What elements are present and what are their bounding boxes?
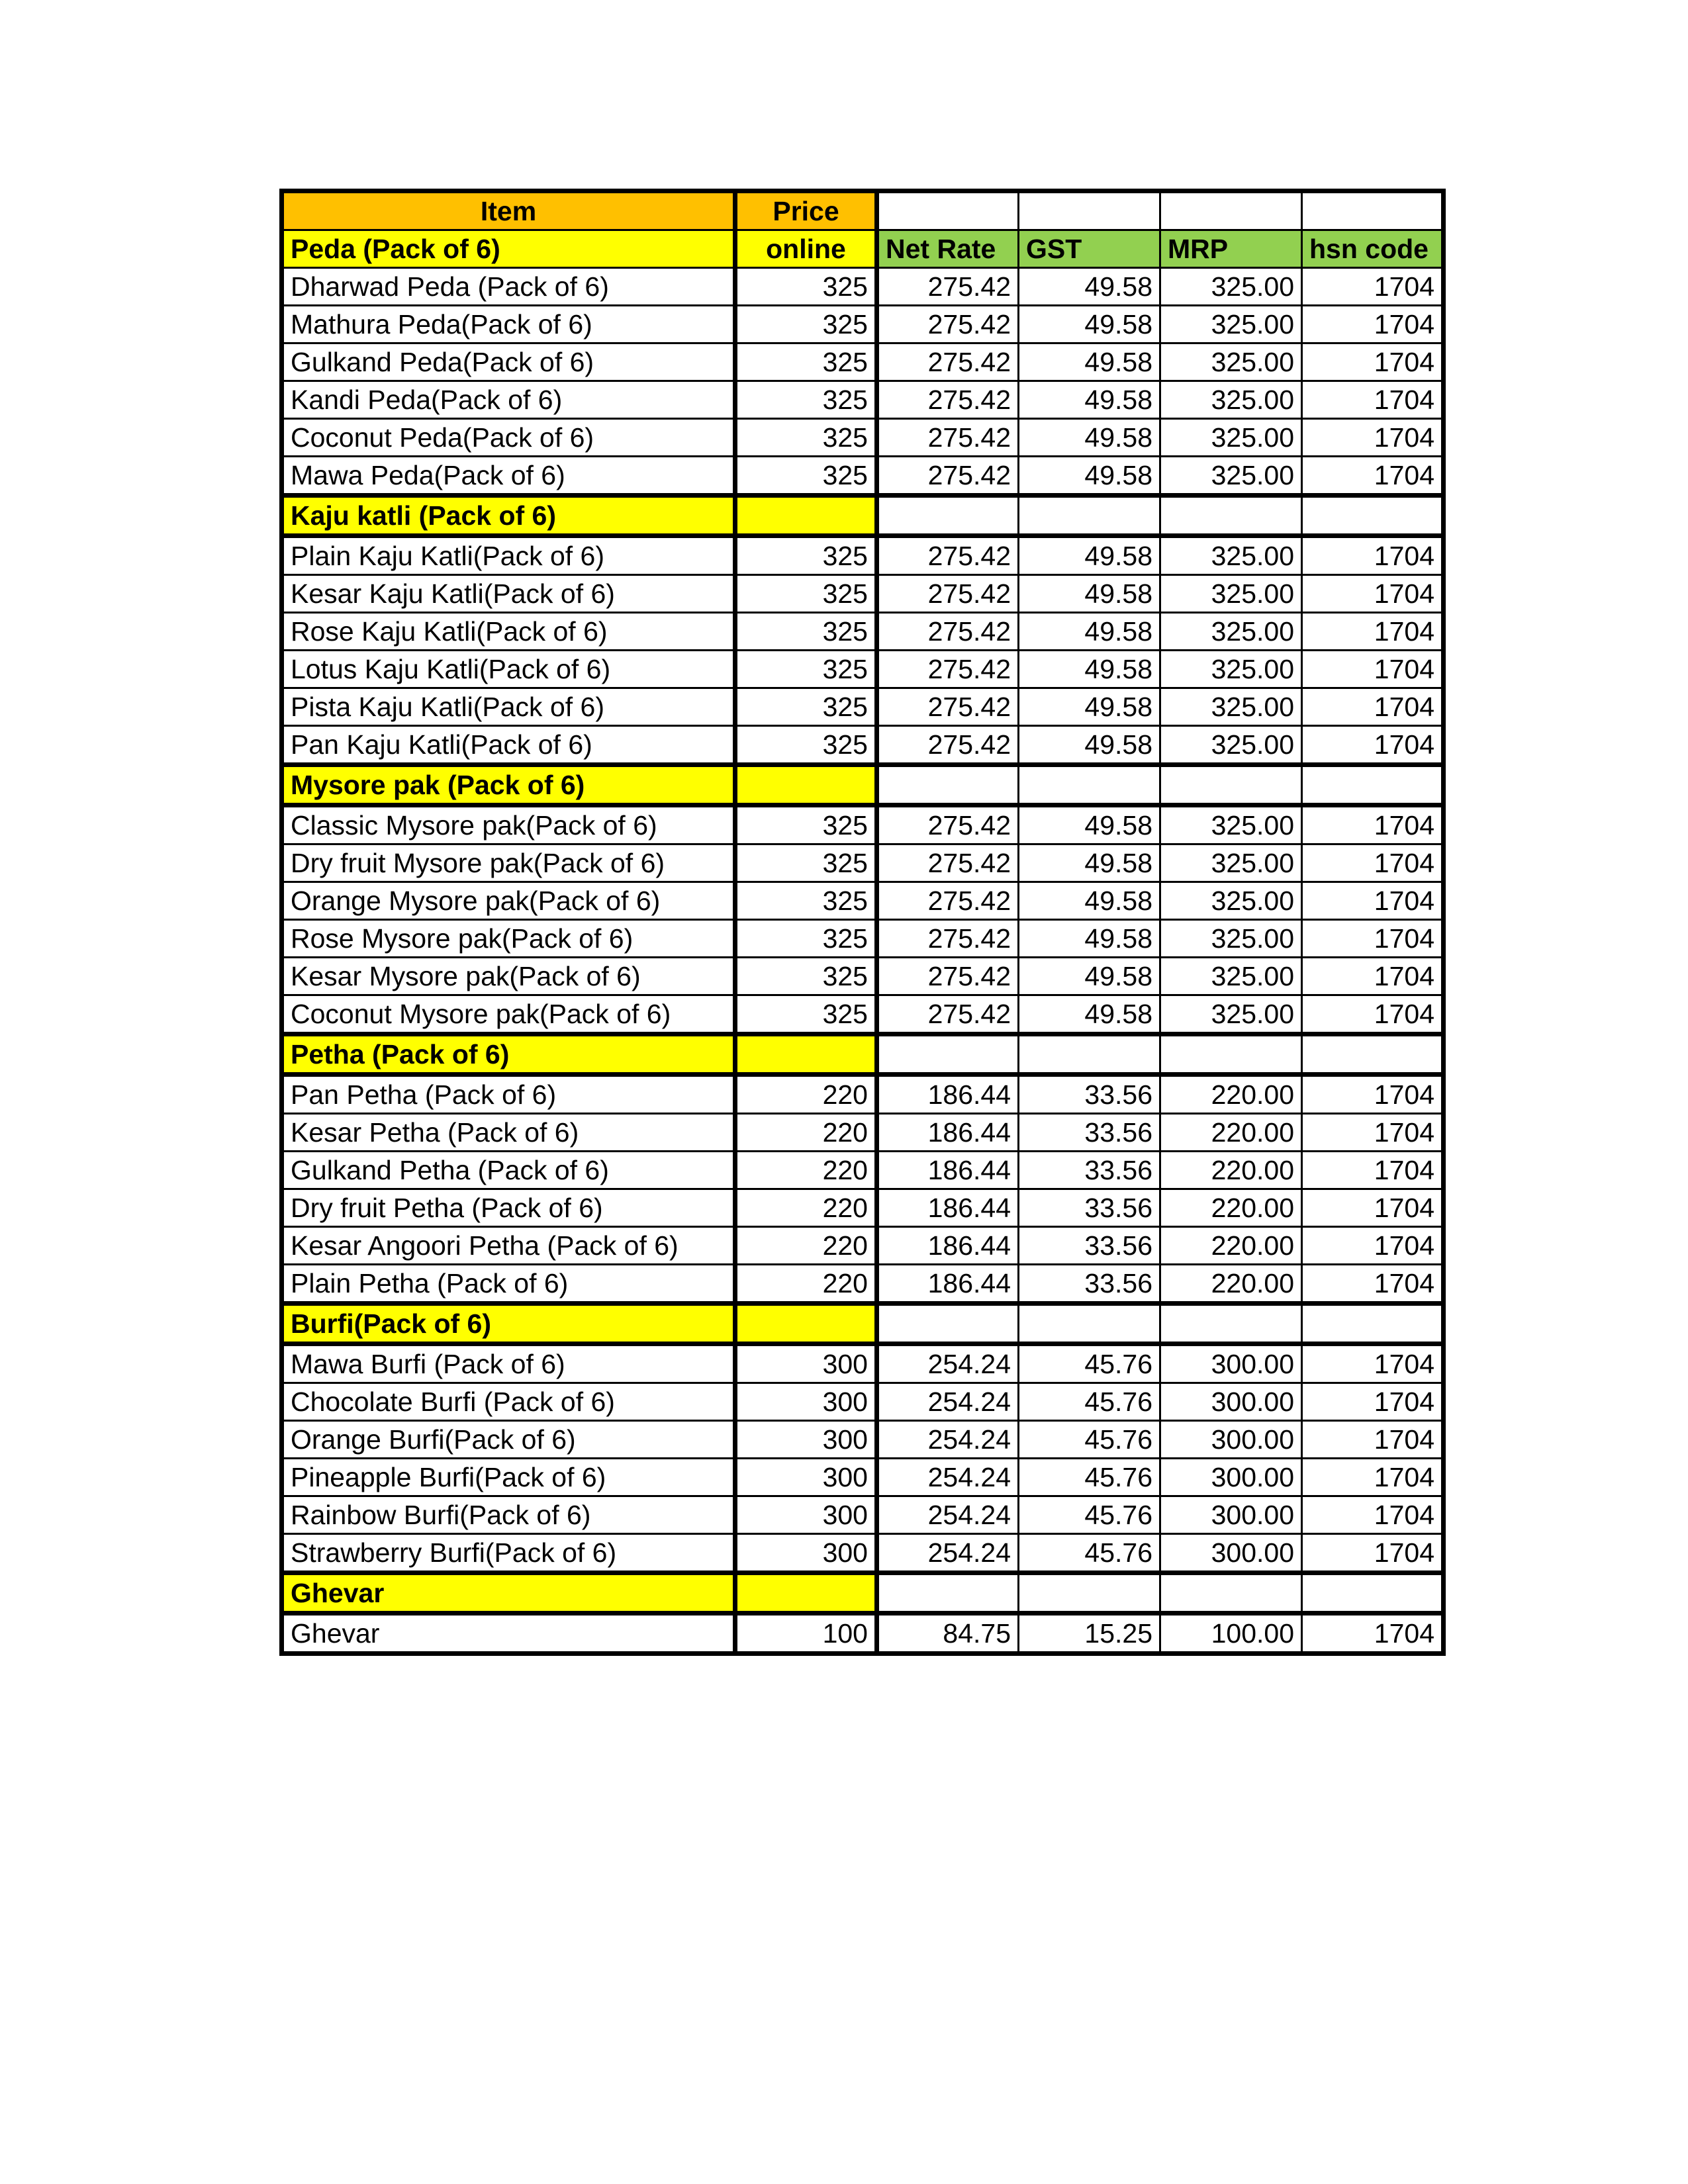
gst: 33.56 bbox=[1019, 1265, 1160, 1304]
gst: 49.58 bbox=[1019, 381, 1160, 419]
table-row bbox=[282, 306, 1444, 343]
category-row bbox=[282, 1573, 1444, 1614]
empty-cell bbox=[1302, 496, 1444, 536]
table-row bbox=[282, 1152, 1444, 1189]
mrp: 325.00 bbox=[1160, 805, 1302, 844]
table-row bbox=[282, 688, 1444, 726]
hsn-code: 1704 bbox=[1302, 1534, 1444, 1573]
mrp: 325.00 bbox=[1160, 844, 1302, 882]
gst: 49.58 bbox=[1019, 844, 1160, 882]
item-name: Plain Petha (Pack of 6) bbox=[282, 1265, 735, 1304]
gst: 49.58 bbox=[1019, 726, 1160, 765]
table-row bbox=[282, 1114, 1444, 1152]
hsn-code: 1704 bbox=[1302, 457, 1444, 496]
gst: 49.58 bbox=[1019, 457, 1160, 496]
gst: 33.56 bbox=[1019, 1227, 1160, 1265]
empty-cell bbox=[1302, 1573, 1444, 1614]
item-name: Coconut Mysore pak(Pack of 6) bbox=[282, 995, 735, 1034]
table-row bbox=[282, 726, 1444, 765]
table-row bbox=[282, 1344, 1444, 1383]
category-row bbox=[282, 1034, 1444, 1075]
price-online: 300 bbox=[735, 1534, 877, 1573]
gst: 49.58 bbox=[1019, 306, 1160, 343]
item-name: Dharwad Peda (Pack of 6) bbox=[282, 268, 735, 306]
net-rate: 186.44 bbox=[877, 1114, 1019, 1152]
table-row bbox=[282, 1614, 1444, 1654]
net-rate: 254.24 bbox=[877, 1534, 1019, 1573]
table-row bbox=[282, 1496, 1444, 1534]
table-row bbox=[282, 1534, 1444, 1573]
header-row-1 bbox=[282, 191, 1444, 230]
price-online: 325 bbox=[735, 958, 877, 995]
gst: 33.56 bbox=[1019, 1152, 1160, 1189]
category-price-cell bbox=[735, 1573, 877, 1614]
item-name: Lotus Kaju Katli(Pack of 6) bbox=[282, 651, 735, 688]
price-header: Price bbox=[735, 191, 877, 230]
mrp: 325.00 bbox=[1160, 306, 1302, 343]
table-row bbox=[282, 381, 1444, 419]
gst: 49.58 bbox=[1019, 651, 1160, 688]
price-online: 325 bbox=[735, 726, 877, 765]
item-name: Kesar Angoori Petha (Pack of 6) bbox=[282, 1227, 735, 1265]
price-online: 220 bbox=[735, 1189, 877, 1227]
price-online: 220 bbox=[735, 1152, 877, 1189]
hsn-code: 1704 bbox=[1302, 1421, 1444, 1459]
price-online: 100 bbox=[735, 1614, 877, 1654]
table-row bbox=[282, 343, 1444, 381]
table-row bbox=[282, 1227, 1444, 1265]
empty-header-cell bbox=[1019, 191, 1160, 230]
hsn-code: 1704 bbox=[1302, 920, 1444, 958]
hsn-code: 1704 bbox=[1302, 1227, 1444, 1265]
mrp: 325.00 bbox=[1160, 920, 1302, 958]
item-name: Kesar Petha (Pack of 6) bbox=[282, 1114, 735, 1152]
empty-cell bbox=[877, 1034, 1019, 1075]
mrp: 300.00 bbox=[1160, 1459, 1302, 1496]
net-rate: 186.44 bbox=[877, 1265, 1019, 1304]
price-online: 300 bbox=[735, 1383, 877, 1421]
net-rate: 275.42 bbox=[877, 995, 1019, 1034]
gst: 49.58 bbox=[1019, 268, 1160, 306]
mrp: 325.00 bbox=[1160, 613, 1302, 651]
net-rate: 186.44 bbox=[877, 1227, 1019, 1265]
price-online: 300 bbox=[735, 1496, 877, 1534]
empty-cell bbox=[1019, 496, 1160, 536]
net-rate-header: Net Rate bbox=[877, 230, 1019, 268]
mrp: 325.00 bbox=[1160, 457, 1302, 496]
hsn-code: 1704 bbox=[1302, 343, 1444, 381]
category-price-cell bbox=[735, 496, 877, 536]
item-name: Dry fruit Mysore pak(Pack of 6) bbox=[282, 844, 735, 882]
price-online: 325 bbox=[735, 920, 877, 958]
price-online: 325 bbox=[735, 844, 877, 882]
mrp: 300.00 bbox=[1160, 1421, 1302, 1459]
mrp: 300.00 bbox=[1160, 1496, 1302, 1534]
item-name: Rose Kaju Katli(Pack of 6) bbox=[282, 613, 735, 651]
item-name: Pineapple Burfi(Pack of 6) bbox=[282, 1459, 735, 1496]
hsn-code: 1704 bbox=[1302, 688, 1444, 726]
item-name: Pan Kaju Katli(Pack of 6) bbox=[282, 726, 735, 765]
item-name: Mawa Burfi (Pack of 6) bbox=[282, 1344, 735, 1383]
header-row-2 bbox=[282, 230, 1444, 268]
price-online: 325 bbox=[735, 268, 877, 306]
item-name: Kesar Mysore pak(Pack of 6) bbox=[282, 958, 735, 995]
mrp: 300.00 bbox=[1160, 1383, 1302, 1421]
item-name: Orange Mysore pak(Pack of 6) bbox=[282, 882, 735, 920]
mrp: 220.00 bbox=[1160, 1265, 1302, 1304]
mrp: 220.00 bbox=[1160, 1189, 1302, 1227]
hsn-code: 1704 bbox=[1302, 1265, 1444, 1304]
category-price-cell bbox=[735, 765, 877, 805]
mrp: 325.00 bbox=[1160, 995, 1302, 1034]
item-name: Rainbow Burfi(Pack of 6) bbox=[282, 1496, 735, 1534]
table-row bbox=[282, 1189, 1444, 1227]
price-online: 325 bbox=[735, 381, 877, 419]
price-online: 325 bbox=[735, 419, 877, 457]
price-online: 325 bbox=[735, 575, 877, 613]
table-row bbox=[282, 882, 1444, 920]
hsn-code: 1704 bbox=[1302, 844, 1444, 882]
table-row bbox=[282, 920, 1444, 958]
item-name: Orange Burfi(Pack of 6) bbox=[282, 1421, 735, 1459]
hsn-code-header: hsn code bbox=[1302, 230, 1444, 268]
table-row bbox=[282, 613, 1444, 651]
net-rate: 275.42 bbox=[877, 457, 1019, 496]
table-row bbox=[282, 1075, 1444, 1114]
mrp: 300.00 bbox=[1160, 1344, 1302, 1383]
gst: 49.58 bbox=[1019, 920, 1160, 958]
table-row bbox=[282, 1459, 1444, 1496]
hsn-code: 1704 bbox=[1302, 1383, 1444, 1421]
net-rate: 84.75 bbox=[877, 1614, 1019, 1654]
empty-cell bbox=[1019, 1573, 1160, 1614]
price-online: 220 bbox=[735, 1265, 877, 1304]
hsn-code: 1704 bbox=[1302, 1614, 1444, 1654]
net-rate: 275.42 bbox=[877, 268, 1019, 306]
mrp: 100.00 bbox=[1160, 1614, 1302, 1654]
price-online: 220 bbox=[735, 1075, 877, 1114]
empty-cell bbox=[1019, 765, 1160, 805]
empty-header-cell bbox=[877, 191, 1019, 230]
net-rate: 186.44 bbox=[877, 1075, 1019, 1114]
online-header: online bbox=[735, 230, 877, 268]
price-online: 325 bbox=[735, 343, 877, 381]
category-name: Burfi(Pack of 6) bbox=[282, 1304, 735, 1344]
category-name: Peda (Pack of 6) bbox=[282, 230, 735, 268]
price-list-table bbox=[279, 189, 1446, 1656]
gst: 49.58 bbox=[1019, 419, 1160, 457]
net-rate: 275.42 bbox=[877, 613, 1019, 651]
category-row bbox=[282, 496, 1444, 536]
mrp: 325.00 bbox=[1160, 651, 1302, 688]
price-online: 300 bbox=[735, 1421, 877, 1459]
net-rate: 254.24 bbox=[877, 1496, 1019, 1534]
gst: 49.58 bbox=[1019, 688, 1160, 726]
net-rate: 186.44 bbox=[877, 1152, 1019, 1189]
table-row bbox=[282, 536, 1444, 575]
category-name: Kaju katli (Pack of 6) bbox=[282, 496, 735, 536]
item-header: Item bbox=[282, 191, 735, 230]
table-row bbox=[282, 1265, 1444, 1304]
mrp: 325.00 bbox=[1160, 381, 1302, 419]
mrp: 325.00 bbox=[1160, 268, 1302, 306]
empty-cell bbox=[877, 1573, 1019, 1614]
hsn-code: 1704 bbox=[1302, 726, 1444, 765]
gst: 49.58 bbox=[1019, 958, 1160, 995]
mrp: 325.00 bbox=[1160, 882, 1302, 920]
net-rate: 275.42 bbox=[877, 805, 1019, 844]
hsn-code: 1704 bbox=[1302, 1459, 1444, 1496]
net-rate: 275.42 bbox=[877, 536, 1019, 575]
item-name: Coconut Peda(Pack of 6) bbox=[282, 419, 735, 457]
hsn-code: 1704 bbox=[1302, 651, 1444, 688]
net-rate: 275.42 bbox=[877, 343, 1019, 381]
price-online: 300 bbox=[735, 1459, 877, 1496]
net-rate: 254.24 bbox=[877, 1383, 1019, 1421]
price-online: 325 bbox=[735, 688, 877, 726]
mrp-header: MRP bbox=[1160, 230, 1302, 268]
price-online: 325 bbox=[735, 882, 877, 920]
category-row bbox=[282, 765, 1444, 805]
gst: 49.58 bbox=[1019, 995, 1160, 1034]
price-online: 325 bbox=[735, 457, 877, 496]
mrp: 325.00 bbox=[1160, 419, 1302, 457]
hsn-code: 1704 bbox=[1302, 995, 1444, 1034]
net-rate: 275.42 bbox=[877, 844, 1019, 882]
item-name: Kesar Kaju Katli(Pack of 6) bbox=[282, 575, 735, 613]
net-rate: 186.44 bbox=[877, 1189, 1019, 1227]
net-rate: 275.42 bbox=[877, 920, 1019, 958]
table-row bbox=[282, 268, 1444, 306]
empty-cell bbox=[1160, 496, 1302, 536]
empty-cell bbox=[877, 1304, 1019, 1344]
gst: 45.76 bbox=[1019, 1459, 1160, 1496]
hsn-code: 1704 bbox=[1302, 536, 1444, 575]
mrp: 325.00 bbox=[1160, 726, 1302, 765]
mrp: 325.00 bbox=[1160, 343, 1302, 381]
item-name: Classic Mysore pak(Pack of 6) bbox=[282, 805, 735, 844]
item-name: Gulkand Peda(Pack of 6) bbox=[282, 343, 735, 381]
gst: 33.56 bbox=[1019, 1075, 1160, 1114]
net-rate: 275.42 bbox=[877, 726, 1019, 765]
gst: 49.58 bbox=[1019, 536, 1160, 575]
table-row bbox=[282, 805, 1444, 844]
item-name: Plain Kaju Katli(Pack of 6) bbox=[282, 536, 735, 575]
category-row bbox=[282, 1304, 1444, 1344]
mrp: 325.00 bbox=[1160, 688, 1302, 726]
gst: 45.76 bbox=[1019, 1421, 1160, 1459]
item-name: Mawa Peda(Pack of 6) bbox=[282, 457, 735, 496]
price-online: 325 bbox=[735, 805, 877, 844]
empty-cell bbox=[1160, 1573, 1302, 1614]
hsn-code: 1704 bbox=[1302, 575, 1444, 613]
item-name: Pista Kaju Katli(Pack of 6) bbox=[282, 688, 735, 726]
net-rate: 275.42 bbox=[877, 419, 1019, 457]
net-rate: 275.42 bbox=[877, 381, 1019, 419]
net-rate: 275.42 bbox=[877, 651, 1019, 688]
price-online: 325 bbox=[735, 613, 877, 651]
net-rate: 275.42 bbox=[877, 688, 1019, 726]
price-online: 300 bbox=[735, 1344, 877, 1383]
table-row bbox=[282, 575, 1444, 613]
price-online: 325 bbox=[735, 995, 877, 1034]
net-rate: 275.42 bbox=[877, 575, 1019, 613]
gst: 45.76 bbox=[1019, 1496, 1160, 1534]
mrp: 220.00 bbox=[1160, 1075, 1302, 1114]
empty-cell bbox=[877, 496, 1019, 536]
net-rate: 275.42 bbox=[877, 958, 1019, 995]
hsn-code: 1704 bbox=[1302, 1496, 1444, 1534]
hsn-code: 1704 bbox=[1302, 805, 1444, 844]
table-row bbox=[282, 995, 1444, 1034]
category-price-cell bbox=[735, 1034, 877, 1075]
table-row bbox=[282, 457, 1444, 496]
gst: 33.56 bbox=[1019, 1189, 1160, 1227]
empty-cell bbox=[1019, 1304, 1160, 1344]
empty-header-cell bbox=[1160, 191, 1302, 230]
net-rate: 275.42 bbox=[877, 882, 1019, 920]
net-rate: 254.24 bbox=[877, 1459, 1019, 1496]
hsn-code: 1704 bbox=[1302, 1344, 1444, 1383]
table-row bbox=[282, 1421, 1444, 1459]
price-online: 325 bbox=[735, 306, 877, 343]
mrp: 325.00 bbox=[1160, 536, 1302, 575]
hsn-code: 1704 bbox=[1302, 1189, 1444, 1227]
empty-cell bbox=[1160, 1304, 1302, 1344]
mrp: 220.00 bbox=[1160, 1152, 1302, 1189]
gst: 45.76 bbox=[1019, 1383, 1160, 1421]
empty-cell bbox=[1019, 1034, 1160, 1075]
category-name: Petha (Pack of 6) bbox=[282, 1034, 735, 1075]
item-name: Chocolate Burfi (Pack of 6) bbox=[282, 1383, 735, 1421]
empty-cell bbox=[1302, 1304, 1444, 1344]
hsn-code: 1704 bbox=[1302, 419, 1444, 457]
mrp: 220.00 bbox=[1160, 1114, 1302, 1152]
item-name: Pan Petha (Pack of 6) bbox=[282, 1075, 735, 1114]
mrp: 220.00 bbox=[1160, 1227, 1302, 1265]
hsn-code: 1704 bbox=[1302, 381, 1444, 419]
table-row bbox=[282, 419, 1444, 457]
net-rate: 254.24 bbox=[877, 1344, 1019, 1383]
hsn-code: 1704 bbox=[1302, 613, 1444, 651]
gst: 49.58 bbox=[1019, 613, 1160, 651]
empty-header-cell bbox=[1302, 191, 1444, 230]
gst: 15.25 bbox=[1019, 1614, 1160, 1654]
gst: 49.58 bbox=[1019, 805, 1160, 844]
price-list-body bbox=[282, 191, 1444, 1654]
net-rate: 275.42 bbox=[877, 306, 1019, 343]
gst-header: GST bbox=[1019, 230, 1160, 268]
item-name: Mathura Peda(Pack of 6) bbox=[282, 306, 735, 343]
table-row bbox=[282, 1383, 1444, 1421]
empty-cell bbox=[1302, 765, 1444, 805]
item-name: Kandi Peda(Pack of 6) bbox=[282, 381, 735, 419]
category-name: Ghevar bbox=[282, 1573, 735, 1614]
hsn-code: 1704 bbox=[1302, 268, 1444, 306]
hsn-code: 1704 bbox=[1302, 882, 1444, 920]
gst: 33.56 bbox=[1019, 1114, 1160, 1152]
hsn-code: 1704 bbox=[1302, 958, 1444, 995]
empty-cell bbox=[1160, 1034, 1302, 1075]
net-rate: 254.24 bbox=[877, 1421, 1019, 1459]
empty-cell bbox=[1160, 765, 1302, 805]
price-online: 325 bbox=[735, 536, 877, 575]
mrp: 300.00 bbox=[1160, 1534, 1302, 1573]
gst: 49.58 bbox=[1019, 343, 1160, 381]
hsn-code: 1704 bbox=[1302, 1152, 1444, 1189]
price-online: 220 bbox=[735, 1114, 877, 1152]
category-price-cell bbox=[735, 1304, 877, 1344]
item-name: Gulkand Petha (Pack of 6) bbox=[282, 1152, 735, 1189]
table-row bbox=[282, 651, 1444, 688]
empty-cell bbox=[1302, 1034, 1444, 1075]
item-name: Rose Mysore pak(Pack of 6) bbox=[282, 920, 735, 958]
item-name: Strawberry Burfi(Pack of 6) bbox=[282, 1534, 735, 1573]
item-name: Ghevar bbox=[282, 1614, 735, 1654]
hsn-code: 1704 bbox=[1302, 1114, 1444, 1152]
table-row bbox=[282, 844, 1444, 882]
item-name: Dry fruit Petha (Pack of 6) bbox=[282, 1189, 735, 1227]
price-online: 325 bbox=[735, 651, 877, 688]
gst: 49.58 bbox=[1019, 882, 1160, 920]
table-row bbox=[282, 958, 1444, 995]
gst: 45.76 bbox=[1019, 1534, 1160, 1573]
price-online: 220 bbox=[735, 1227, 877, 1265]
empty-cell bbox=[877, 765, 1019, 805]
gst: 49.58 bbox=[1019, 575, 1160, 613]
hsn-code: 1704 bbox=[1302, 1075, 1444, 1114]
gst: 45.76 bbox=[1019, 1344, 1160, 1383]
hsn-code: 1704 bbox=[1302, 306, 1444, 343]
mrp: 325.00 bbox=[1160, 958, 1302, 995]
mrp: 325.00 bbox=[1160, 575, 1302, 613]
category-name: Mysore pak (Pack of 6) bbox=[282, 765, 735, 805]
